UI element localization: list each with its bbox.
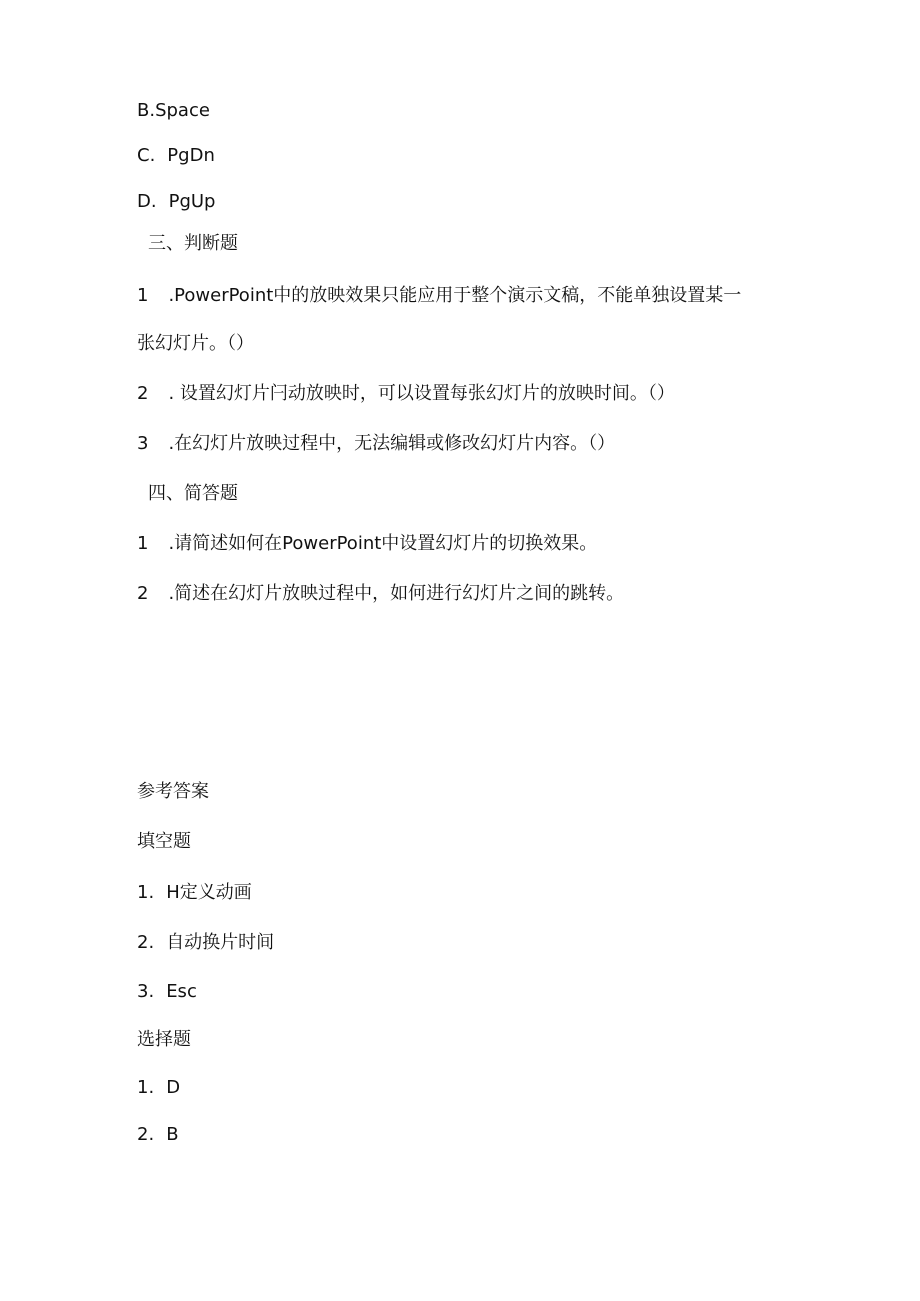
judgement-question-3 — [137, 432, 615, 456]
option-d — [137, 190, 215, 214]
answers-title: 参考答案 — [137, 781, 209, 802]
option-b — [137, 99, 210, 123]
fill-answer-2 — [137, 931, 274, 955]
answer-number: 2. — [137, 1124, 155, 1145]
fill-answer-3 — [137, 980, 197, 1004]
question-text: .PowerPoint中的放映效果只能应用于整个演示文稿，不能单独设置某一 — [168, 285, 742, 306]
judgement-question-1 — [137, 284, 741, 308]
answer-number: 1. — [137, 882, 155, 903]
option-text: Space — [155, 100, 210, 121]
short-answer-question-2 — [137, 582, 624, 606]
section-heading-judgement: 三、判断题 — [148, 233, 238, 254]
answer-text: B — [166, 1124, 179, 1145]
option-text: PgUp — [168, 191, 216, 212]
answer-number: 3. — [137, 981, 155, 1002]
question-number: 3 — [137, 433, 149, 454]
option-c — [137, 144, 215, 168]
choice-answer-1 — [137, 1076, 180, 1100]
option-text: PgDn — [167, 145, 215, 166]
short-answer-question-1 — [137, 532, 597, 556]
judgement-question-2 — [137, 382, 675, 406]
option-letter: C. — [137, 145, 156, 166]
answer-number: 1. — [137, 1077, 155, 1098]
option-letter: B. — [137, 100, 156, 121]
answer-text: Esc — [166, 981, 197, 1002]
question-text: .简述在幻灯片放映过程中，如何进行幻灯片之间的跳转。 — [168, 583, 625, 604]
answers-fill-heading: 填空题 — [137, 831, 191, 852]
question-text: . 设置幻灯片闩动放映时，可以设置每张幻灯片的放映时间。（） — [168, 383, 675, 404]
answer-number: 2. — [137, 932, 155, 953]
option-letter: D. — [137, 191, 157, 212]
question-number: 2 — [137, 383, 149, 404]
answer-text: H定义动画 — [166, 882, 252, 903]
question-text: .请简述如何在PowerPoint中设置幻灯片的切换效果。 — [168, 533, 598, 554]
question-text: .在幻灯片放映过程中，无法编辑或修改幻灯片内容。（） — [168, 433, 616, 454]
question-number: 2 — [137, 583, 149, 604]
answers-choice-heading: 选择题 — [137, 1029, 191, 1050]
answer-text: D — [166, 1077, 181, 1098]
section-heading-short-answer: 四、简答题 — [148, 483, 238, 504]
question-number: 1 — [137, 533, 149, 554]
judgement-question-1-continued: 张幻灯片。（） — [137, 333, 254, 354]
answer-text: 自动换片时间 — [166, 932, 275, 953]
fill-answer-1 — [137, 881, 252, 905]
choice-answer-2 — [137, 1123, 179, 1147]
question-number: 1 — [137, 285, 149, 306]
